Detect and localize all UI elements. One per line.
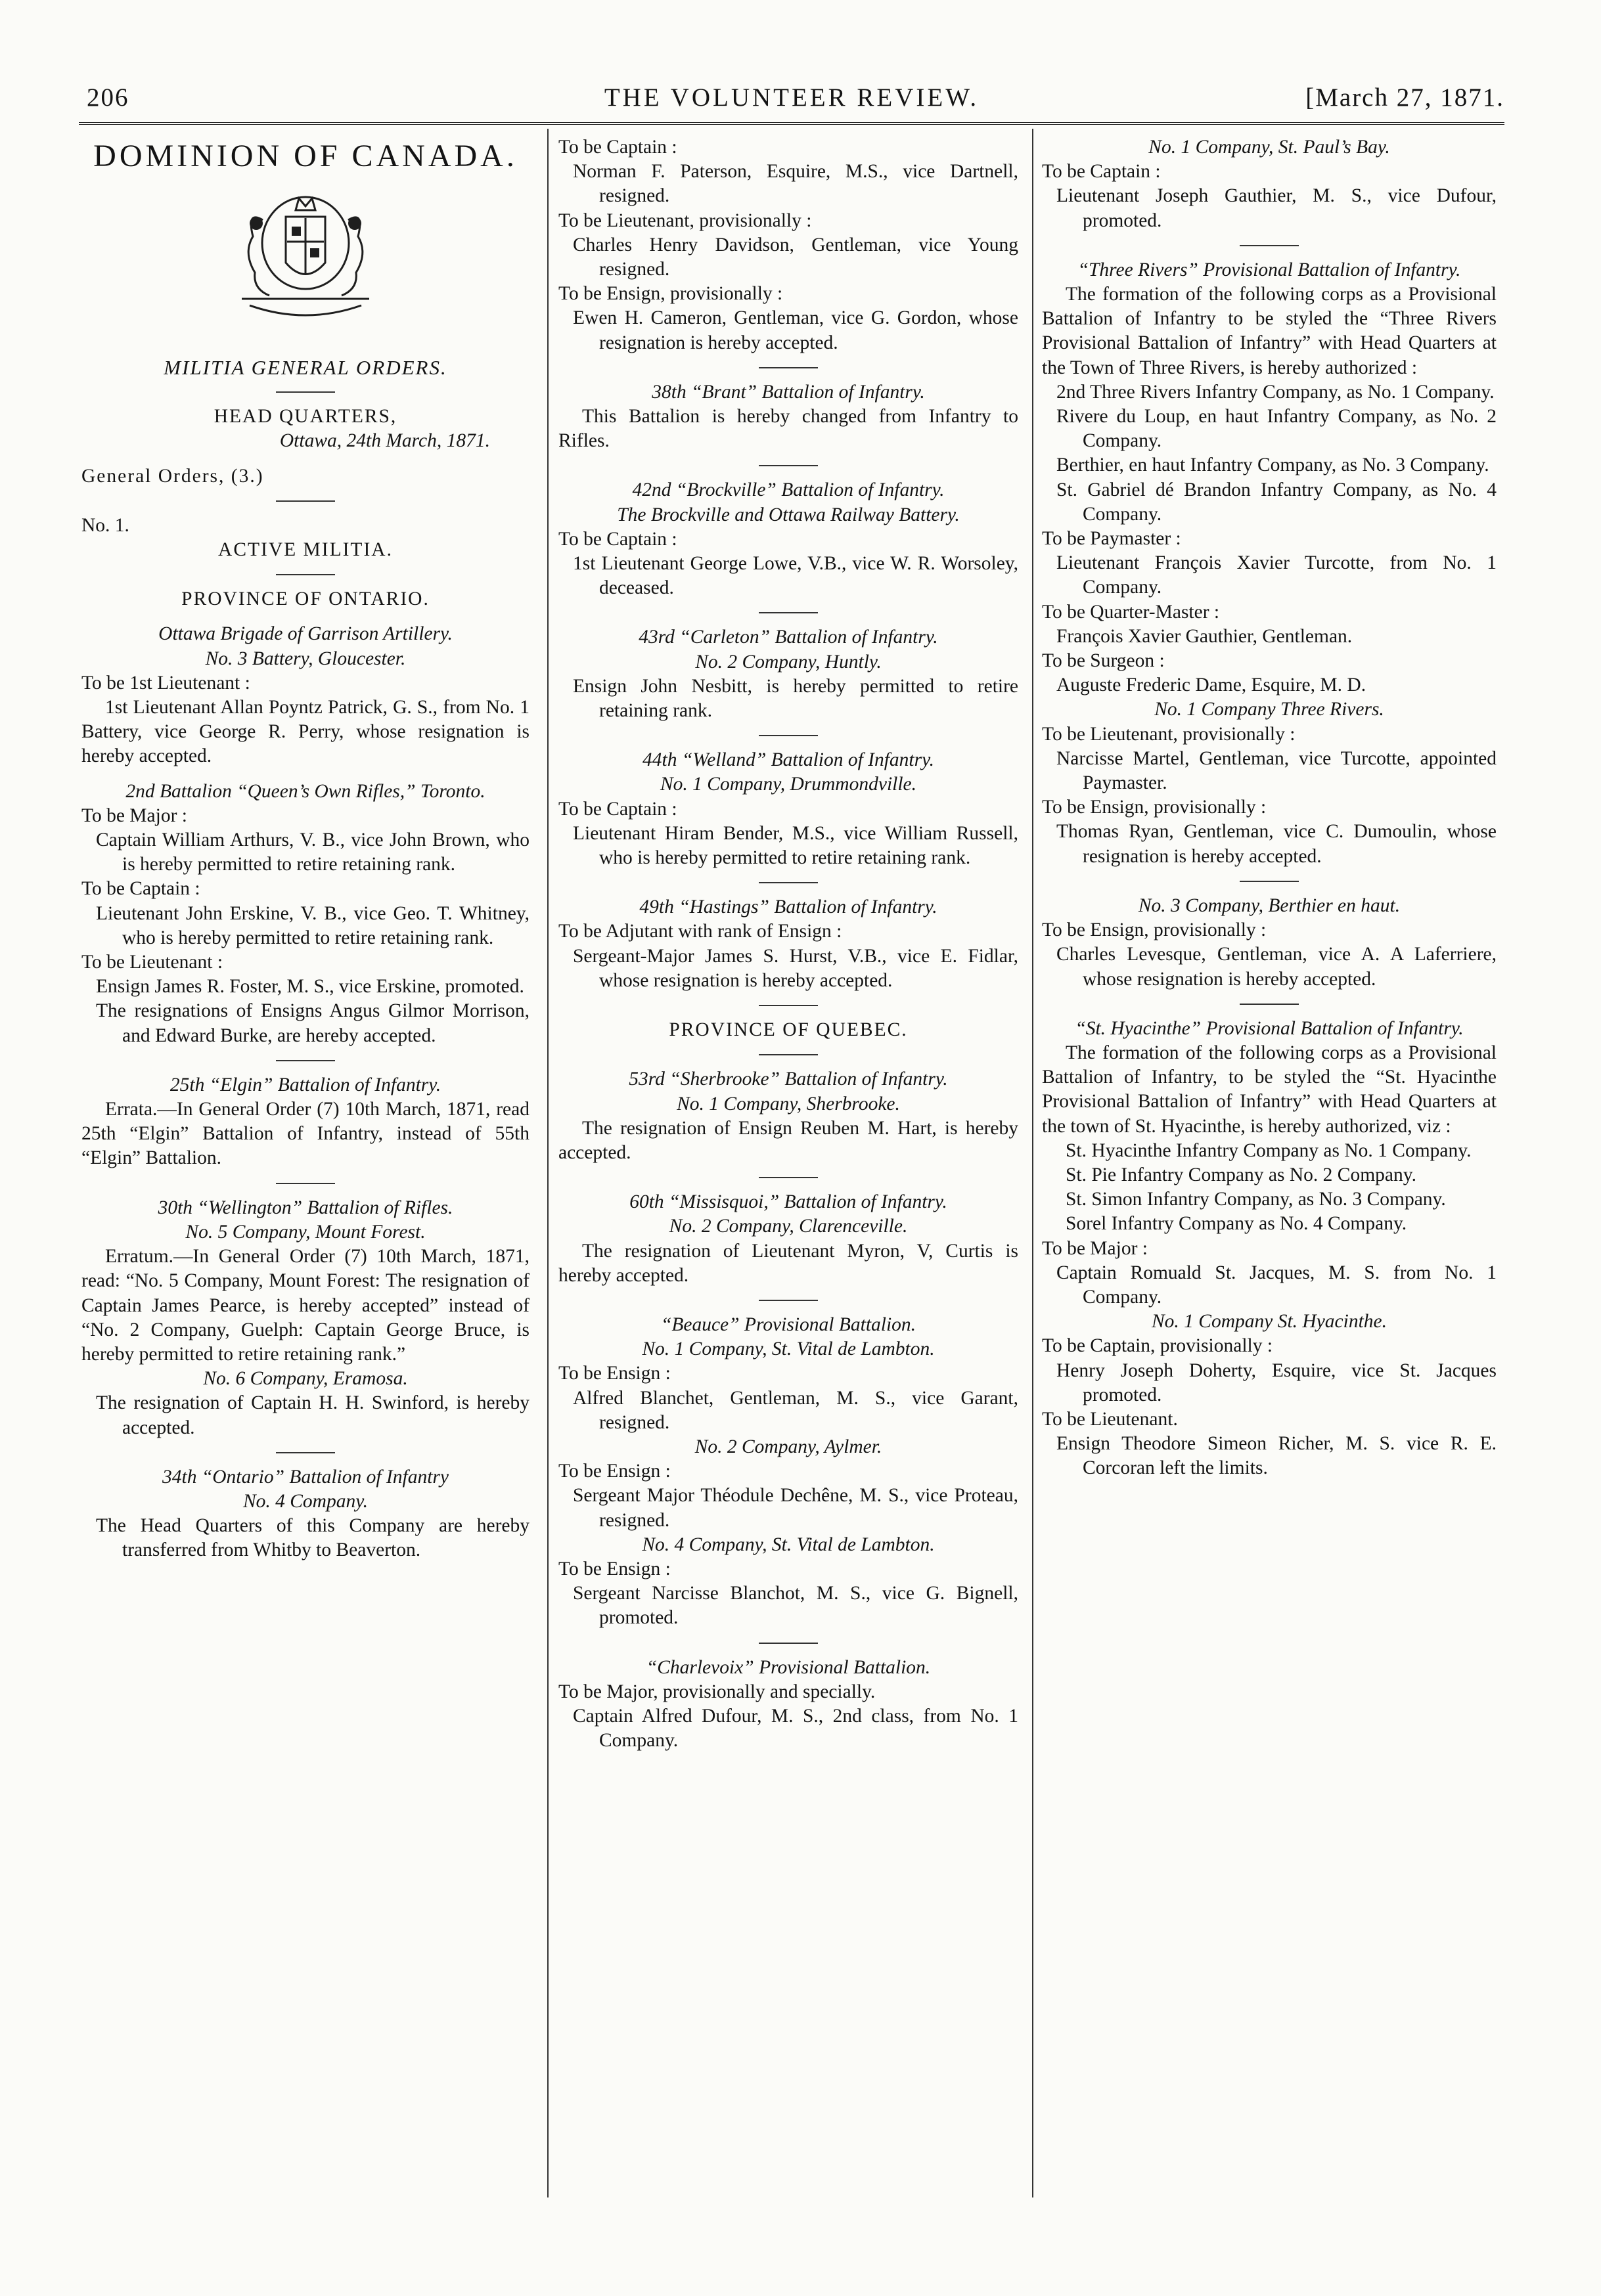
appointment-title: To be Captain : (558, 137, 677, 158)
appointment-title: To be Lieutenant. (1042, 1408, 1178, 1430)
appointment-title: To be Ensign, provisionally : (1042, 919, 1267, 941)
order-text: This Battalion is hereby changed from Infantry to Rifles. (558, 406, 1018, 452)
order-text: The formation of the following corps as a Provisional Battalion of Infantry, to be styled the “St. Hyacinthe Provisional Battalion of Infantry” with Head Quarters at the town of St. Hyacinthe, is hereby authorized, viz : (1042, 1042, 1497, 1137)
appointment-title: To be Major : (81, 805, 187, 826)
appointment-title: To be Paymaster : (1042, 528, 1181, 550)
unit-heading: 25th “Elgin” Battalion of Infantry. (169, 1074, 441, 1095)
list-item: St. Pie Infantry Company as No. 2 Company. (1066, 1164, 1416, 1185)
order-text: Captain William Arthurs, V. B., vice John Brown, who is hereby permitted to retire retaining rank. (96, 829, 530, 875)
divider (1240, 881, 1299, 882)
divider (276, 1183, 335, 1184)
company-heading: No. 3 Company, Berthier en haut. (1138, 894, 1401, 916)
column-3 (1042, 135, 1497, 1481)
list-item: Rivere du Loup, en haut Infantry Company, as No. 2 Company. (1056, 406, 1497, 452)
company-heading: No. 6 Company, Eramosa. (203, 1368, 408, 1390)
divider (759, 882, 818, 883)
divider (276, 1060, 335, 1061)
appointment-title: To be Captain : (558, 798, 677, 820)
order-text: Sergeant-Major James S. Hurst, V.B., vice E. Fidlar, whose resignation is hereby accepted. (573, 945, 1018, 991)
issue-date: [March 27, 1871. (1305, 83, 1504, 112)
orders-heading: MILITIA GENERAL ORDERS. (164, 356, 447, 379)
appointment-title: To be Quarter-Master : (1042, 601, 1220, 623)
company-heading: No. 4 Company. (242, 1490, 369, 1512)
divider (759, 1177, 818, 1178)
masthead (79, 79, 1504, 117)
list-item: St. Hyacinthe Infantry Company as No. 1 Company. (1066, 1139, 1472, 1161)
order-text: The resignation of Ensign Reuben M. Hart, is hereby accepted. (558, 1117, 1018, 1163)
unit-heading: 44th “Welland” Battalion of Infantry. (643, 749, 934, 771)
company-heading: No. 2 Company, Huntly. (695, 651, 882, 673)
order-text: Ewen H. Cameron, Gentleman, vice G. Gordon, whose resignation is hereby accepted. (573, 307, 1018, 353)
unit-heading: “Beauce” Provisional Battalion. (660, 1314, 916, 1335)
order-text: Thomas Ryan, Gentleman, vice C. Dumoulin, whose resignation is hereby accepted. (1056, 821, 1497, 867)
divider (276, 500, 335, 502)
active-militia-heading: ACTIVE MILITIA. (218, 539, 393, 561)
divider (276, 391, 335, 393)
order-text: Ensign John Nesbitt, is hereby permitted to retire retaining rank. (573, 675, 1018, 722)
column-1 (81, 135, 530, 1563)
general-orders-ref: General Orders, (3.) (81, 465, 264, 487)
divider (759, 735, 818, 736)
appointment-title: To be Captain, provisionally : (1042, 1335, 1273, 1357)
column-2 (558, 135, 1018, 1753)
unit-heading: 60th “Missisquoi,” Battalion of Infantry. (629, 1191, 947, 1213)
order-text: 1st Lieutenant George Lowe, V.B., vice W. R. Worsoley, deceased. (573, 553, 1018, 599)
order-text: Lieutenant John Erskine, V. B., vice Geo. T. Whitney, who is hereby permitted to retire retaining rank. (96, 902, 530, 948)
divider (759, 465, 818, 466)
order-text: Captain Romuald St. Jacques, M. S. from No. 1 Company. (1056, 1262, 1497, 1308)
page-number: 206 (87, 83, 129, 112)
company-heading: No. 1 Company, Drummondville. (660, 774, 917, 795)
appointment-title: To be 1st Lieutenant : (81, 672, 250, 694)
province-heading: PROVINCE OF QUEBEC. (669, 1019, 908, 1041)
company-heading: No. 3 Battery, Gloucester. (205, 648, 406, 669)
column-divider-2 (1032, 129, 1033, 2197)
company-heading: No. 5 Company, Mount Forest. (185, 1221, 426, 1243)
company-heading: No. 1 Company St. Hyacinthe. (1151, 1311, 1387, 1333)
divider (759, 1054, 818, 1055)
order-text: Sergeant Major Théodule Dechêne, M. S., vice Proteau, resigned. (573, 1485, 1018, 1531)
divider (1240, 245, 1299, 246)
company-heading: No. 1 Company, St. Paul’s Bay. (1148, 137, 1390, 158)
appointment-title: To be Captain : (1042, 161, 1161, 183)
appointment-title: To be Lieutenant, provisionally : (1042, 723, 1296, 745)
section-heading: DOMINION OF CANADA. (93, 139, 518, 173)
order-text: Lieutenant François Xavier Turcotte, from No. 1 Company. (1056, 552, 1497, 598)
appointment-title: To be Lieutenant, provisionally : (558, 210, 812, 231)
divider (276, 1452, 335, 1453)
unit-heading: “Three Rivers” Provisional Battalion of Infantry. (1077, 259, 1461, 280)
order-text: Auguste Frederic Dame, Esquire, M. D. (1056, 674, 1366, 696)
order-text: Charles Henry Davidson, Gentleman, vice Young resigned. (573, 234, 1018, 280)
divider (276, 574, 335, 575)
hq-heading: HEAD QUARTERS, (214, 406, 397, 428)
order-text: The formation of the following corps as a Provisional Battalion of Infantry to be styled the “Three Rivers Provisional Battalion of Infantry” with Head Quarters at the Town of Three Rivers, is hereby authorized : (1042, 284, 1497, 378)
company-heading: No. 1 Company Three Rivers. (1154, 699, 1384, 720)
list-item: 2nd Three Rivers Infantry Company, as No. 1 Company. (1056, 381, 1495, 403)
order-number: No. 1. (81, 514, 129, 536)
company-heading: No. 2 Company, Clarenceville. (669, 1216, 908, 1237)
divider (759, 1643, 818, 1644)
unit-heading: “Charlevoix” Provisional Battalion. (646, 1656, 931, 1678)
order-text: Henry Joseph Doherty, Esquire, vice St. Jacques promoted. (1056, 1359, 1497, 1405)
company-heading: No. 2 Company, Aylmer. (694, 1436, 882, 1457)
unit-heading: 30th “Wellington” Battalion of Rifles. (158, 1197, 453, 1218)
order-text: Norman F. Paterson, Esquire, M.S., vice Dartnell, resigned. (573, 161, 1018, 207)
appointment-title: To be Ensign : (558, 1363, 671, 1384)
erratum-text: Erratum.—In General Order (7) 10th March, 1871, read: “No. 5 Company, Mount Forest: The resignation of Captain James Pearce, is hereby accepted” instead of “No. 2 Company, Guelph: Captain George Bruce, is hereby permitted to retire retaining rank.” (81, 1246, 530, 1365)
list-item: St. Simon Infantry Company, as No. 3 Company. (1066, 1189, 1446, 1210)
order-text: The resignation of Lieutenant Myron, V, Curtis is hereby accepted. (558, 1240, 1018, 1286)
order-text: François Xavier Gauthier, Gentleman. (1056, 625, 1353, 647)
unit-heading: Ottawa Brigade of Garrison Artillery. (158, 623, 453, 645)
divider (759, 1300, 818, 1301)
company-heading: The Brockville and Ottawa Railway Battery. (617, 504, 960, 525)
order-text: Captain Alfred Dufour, M. S., 2nd class, from No. 1 Company. (573, 1705, 1018, 1752)
order-text: 1st Lieutenant Allan Poyntz Patrick, G. S., from No. 1 Battery, vice George R. Perry, whose resignation is hereby accepted. (81, 697, 530, 767)
appointment-title: To be Adjutant with rank of Ensign : (558, 921, 842, 942)
unit-heading: 49th “Hastings” Battalion of Infantry. (639, 896, 937, 918)
province-heading: PROVINCE OF ONTARIO. (181, 588, 430, 610)
divider (1240, 1004, 1299, 1005)
list-item: Sorel Infantry Company as No. 4 Company. (1066, 1213, 1407, 1235)
appointment-title: To be Ensign : (558, 1461, 671, 1482)
order-text: Sergeant Narcisse Blanchot, M. S., vice G. Bignell, promoted. (573, 1583, 1018, 1629)
unit-heading: 53rd “Sherbrooke” Battalion of Infantry. (629, 1069, 948, 1090)
order-text: Lieutenant Joseph Gauthier, M. S., vice Dufour, promoted. (1056, 185, 1497, 231)
order-text: Narcisse Martel, Gentleman, vice Turcotte, appointed Paymaster. (1056, 747, 1497, 794)
unit-heading: 38th “Brant” Battalion of Infantry. (652, 381, 925, 403)
appointment-title: To be Ensign, provisionally : (558, 283, 783, 305)
appointment-title: To be Captain : (558, 528, 677, 550)
appointment-title: To be Ensign : (558, 1558, 671, 1579)
royal-coat-of-arms-icon (81, 190, 530, 325)
appointment-title: To be Major, provisionally and specially. (558, 1681, 876, 1702)
unit-heading: 2nd Battalion “Queen’s Own Rifles,” Toronto. (125, 780, 485, 802)
unit-heading: 43rd “Carleton” Battalion of Infantry. (639, 627, 938, 648)
masthead-rule (79, 122, 1504, 125)
dateline: Ottawa, 24th March, 1871. (279, 430, 490, 452)
order-text: Lieutenant Hiram Bender, M.S., vice William Russell, who is hereby permitted to retire retaining rank. (573, 822, 1018, 869)
newspaper-title: THE VOLUNTEER REVIEW. (604, 83, 980, 112)
appointment-title: To be Lieutenant : (81, 952, 223, 973)
column-divider-1 (547, 129, 549, 2197)
appointment-title: To be Captain : (81, 878, 200, 900)
order-text: The resignation of Captain H. H. Swinford, is hereby accepted. (96, 1392, 530, 1438)
order-text: Ensign Theodore Simeon Richer, M. S. vice R. E. Corcoran left the limits. (1056, 1433, 1497, 1479)
divider (759, 1005, 818, 1006)
order-text: The Head Quarters of this Company are hereby transferred from Whitby to Beaverton. (96, 1515, 530, 1561)
company-heading: No. 4 Company, St. Vital de Lambton. (642, 1534, 935, 1555)
appointment-title: To be Major : (1042, 1237, 1148, 1259)
unit-heading: 34th “Ontario” Battalion of Infantry (162, 1466, 449, 1488)
list-item: Berthier, en haut Infantry Company, as No. 3 Company. (1056, 454, 1489, 476)
order-text: Alfred Blanchet, Gentleman, M. S., vice Garant, resigned. (573, 1387, 1018, 1433)
list-item: St. Gabriel dé Brandon Infantry Company, as No. 4 Company. (1056, 479, 1497, 525)
appointment-title: To be Ensign, provisionally : (1042, 797, 1267, 818)
appointment-title: To be Surgeon : (1042, 650, 1165, 672)
company-heading: No. 1 Company, Sherbrooke. (677, 1093, 900, 1115)
divider (759, 367, 818, 368)
order-text: Charles Levesque, Gentleman, vice A. A Laferriere, whose resignation is hereby accepted. (1056, 944, 1497, 990)
order-text: Ensign James R. Foster, M. S., vice Erskine, promoted. (96, 976, 524, 998)
errata-text: Errata.—In General Order (7) 10th March, 1871, read 25th “Elgin” Battalion of Infantry, instead of 55th “Elgin” Battalion. (81, 1099, 530, 1169)
order-text: The resignations of Ensigns Angus Gilmor Morrison, and Edward Burke, are hereby accepted. (96, 1000, 530, 1046)
unit-heading: “St. Hyacinthe” Provisional Battalion of Infantry. (1075, 1017, 1464, 1039)
unit-heading: 42nd “Brockville” Battalion of Infantry. (632, 479, 945, 501)
company-heading: No. 1 Company, St. Vital de Lambton. (642, 1338, 935, 1360)
divider (759, 612, 818, 613)
